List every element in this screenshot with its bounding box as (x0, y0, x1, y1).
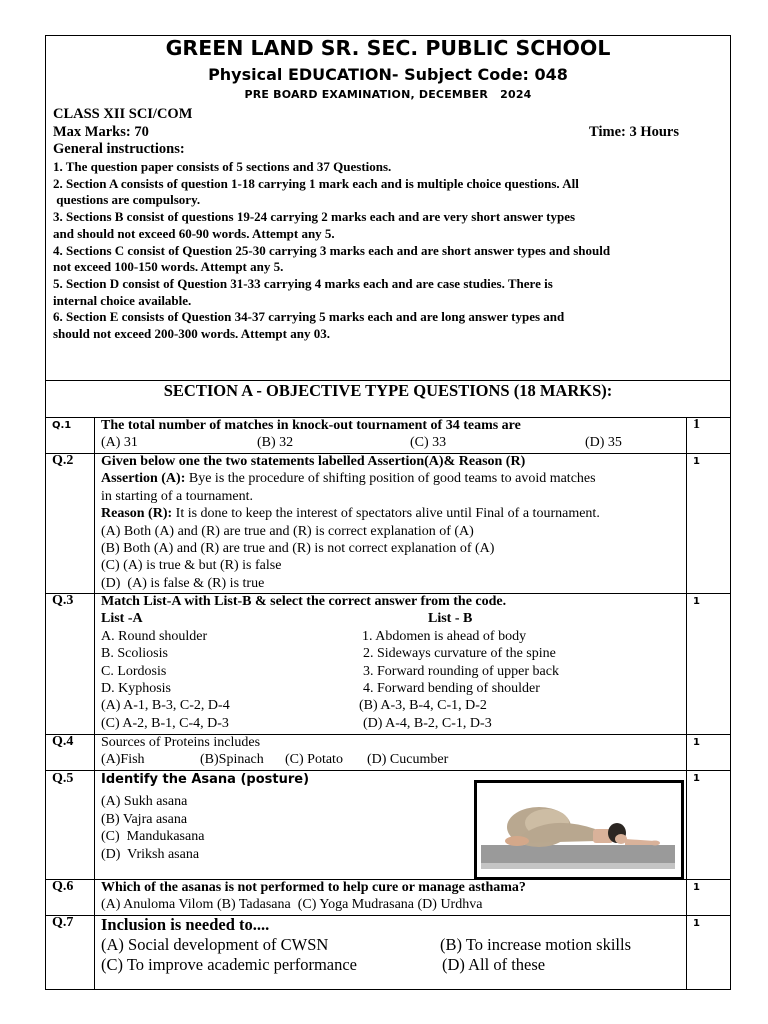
list-b-heading: List - B (428, 611, 473, 627)
question-text: Match List-A with List-B & select the correct answer from the code. (101, 594, 507, 609)
option: (A)Fish (101, 752, 145, 768)
option: (C) 33 (410, 435, 447, 451)
list-a-item: C. Lordosis (101, 663, 167, 679)
option: (C) (A) is true & but (R) is false (101, 558, 282, 574)
marks: 1 (686, 770, 730, 879)
option: (A) 31 (101, 435, 138, 451)
question-body (101, 417, 682, 451)
match-row (101, 645, 682, 662)
marks: 1 (686, 915, 730, 990)
option: (B) A-3, B-4, C-1, D-2 (359, 698, 487, 714)
question-row-4 (46, 734, 730, 771)
instructions-list (53, 159, 722, 343)
question-text: The total number of matches in knock-out tournament of 34 teams are (101, 418, 521, 433)
option: (B)Spinach (200, 752, 264, 768)
option: (C) Mandukasana (101, 829, 205, 845)
question-text: Identify the Asana (posture) (101, 772, 310, 787)
instruction-line: 3. Sections B consist of questions 19-24 carrying 2 marks each and are very short answer types (53, 209, 576, 225)
child-pose-illustration (477, 783, 675, 871)
question-body (101, 879, 682, 914)
match-row (101, 680, 682, 697)
option: (D) A-4, B-2, C-1, D-3 (363, 715, 492, 731)
options-row (101, 955, 682, 975)
marks: 1 (686, 879, 730, 915)
match-row (101, 628, 682, 645)
question-row-3 (46, 593, 730, 735)
match-row (101, 663, 682, 680)
question-text: Sources of Proteins includes (101, 735, 261, 750)
instruction-line: 2. Section A consists of question 1-18 carrying 1 mark each and is multiple choice questions. All (53, 175, 579, 191)
assertion (101, 470, 682, 487)
list-a-heading: List -A (101, 611, 143, 627)
section-a-title: SECTION A - OBJECTIVE TYPE QUESTIONS (18 MARKS): (163, 381, 613, 400)
question-body (101, 734, 682, 768)
marks: 1 (686, 453, 730, 593)
option: (A) Social development of CWSN (101, 935, 329, 954)
question-options (101, 751, 682, 768)
marks: 1 (686, 593, 730, 734)
question-paper (45, 35, 731, 990)
question-text: Given below one the two statements labelled Assertion(A)& Reason (R) (101, 454, 526, 469)
option: (D) Vriksh asana (101, 846, 200, 862)
question-number: Q.6 (46, 879, 95, 915)
instruction-line: 4. Sections C consist of Question 25-30 carrying 3 marks each and are short answer types and should (53, 242, 611, 258)
class-label: CLASS XII SCI/COM (53, 106, 193, 122)
reason (101, 505, 682, 522)
list-a-item: A. Round shoulder (101, 628, 208, 644)
instruction-line: 5. Section D consist of Question 31-33 carrying 4 marks each and are case studies. There is (53, 275, 553, 291)
list-a-item: B. Scoliosis (101, 646, 168, 662)
option: (B) Both (A) and (R) are true and (R) is not correct explanation of (A) (101, 541, 495, 557)
option: (D) All of these (442, 955, 546, 974)
question-number: Q.1 (46, 417, 95, 453)
subject-title: Physical EDUCATION- Subject Code: 048 (208, 65, 568, 84)
list-b-item: 2. Sideways curvature of the spine (363, 646, 556, 662)
instruction-line: and should not exceed 60-90 words. Attempt any 5. (53, 225, 335, 241)
instruction-line: not exceed 100-150 words. Attempt any 5. (53, 259, 284, 275)
question-row-6 (46, 879, 730, 916)
option: (D) (A) is false & (R) is true (101, 575, 265, 591)
instructions-title: General instructions: (53, 141, 185, 157)
paper-header (46, 36, 730, 381)
question-text: Inclusion is needed to.... (101, 915, 270, 934)
question-number: Q.4 (46, 734, 95, 770)
instruction-line: should not exceed 200-300 words. Attempt any 03. (53, 326, 330, 342)
options-row (101, 697, 682, 714)
question-number: Q.7 (46, 915, 95, 990)
instruction-line: 1. The question paper consists of 5 sections and 37 Questions. (53, 159, 392, 174)
question-row-2 (46, 453, 730, 594)
question-row-5 (46, 770, 730, 880)
question-body (101, 915, 682, 975)
question-options: (A) Anuloma Vilom (B) Tadasana (C) Yoga Mudrasana (D) Urdhva (101, 897, 483, 913)
question-options (101, 434, 682, 451)
instruction-line: questions are compulsory. (53, 192, 201, 208)
question-row-1 (46, 417, 730, 454)
question-body (101, 453, 682, 592)
reason-label: Reason (R): (101, 506, 173, 522)
option: (C) To improve academic performance (101, 955, 358, 974)
option: (A) A-1, B-3, C-2, D-4 (101, 698, 230, 714)
option: (C) A-2, B-1, C-4, D-3 (101, 715, 229, 731)
option: (D) Cucumber (367, 752, 449, 768)
options-row (101, 935, 682, 955)
option: (D) 35 (585, 435, 622, 451)
option: (C) Potato (285, 752, 343, 768)
question-number: Q.2 (46, 453, 95, 593)
question-text: Which of the asanas is not performed to help cure or manage asthama? (101, 880, 526, 895)
max-marks: Max Marks: 70 (53, 124, 149, 140)
list-headings (101, 610, 682, 627)
assertion-cont: in starting of a tournament. (101, 488, 254, 504)
list-b-item: 4. Forward bending of shoulder (363, 680, 540, 696)
option: (A) Sukh asana (101, 794, 188, 810)
option: (B) Vajra asana (101, 811, 188, 827)
asana-image (474, 780, 684, 880)
assertion-label: Assertion (A): (101, 471, 186, 487)
list-a-item: D. Kyphosis (101, 680, 172, 696)
exam-title: PRE BOARD EXAMINATION, DECEMBER 2024 (244, 88, 532, 101)
instruction-line: 6. Section E consists of Question 34-37 carrying 5 marks each and are long answer types and (53, 309, 565, 325)
options-row (101, 715, 682, 732)
question-body (101, 593, 682, 732)
instruction-line: internal choice available. (53, 292, 192, 308)
reason-text: It is done to keep the interest of spectators alive until Final of a tournament. (172, 506, 600, 522)
list-b-item: 3. Forward rounding of upper back (363, 663, 559, 679)
marks: 1 (686, 417, 730, 453)
question-number: Q.3 (46, 593, 95, 734)
list-b-item: 1. Abdomen is ahead of body (362, 628, 527, 644)
section-a-heading (46, 380, 730, 418)
option: (B) 32 (257, 435, 294, 451)
school-name: GREEN LAND SR. SEC. PUBLIC SCHOOL (165, 36, 611, 60)
time-allowed: Time: 3 Hours (589, 124, 679, 140)
option: (B) To increase motion skills (440, 935, 632, 954)
question-row-7 (46, 915, 730, 990)
assertion-text: Bye is the procedure of shifting position of good teams to avoid matches (185, 471, 596, 487)
marks: 1 (686, 734, 730, 770)
option: (A) Both (A) and (R) are true and (R) is correct explanation of (A) (101, 523, 474, 539)
question-number: Q.5 (46, 770, 95, 879)
